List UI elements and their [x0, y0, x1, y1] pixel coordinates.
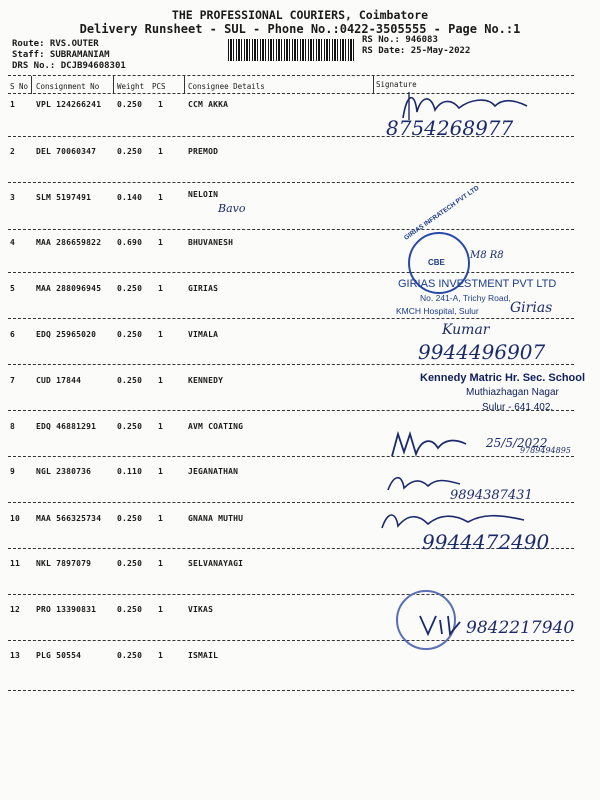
- row-consignee: GIRIAS: [188, 284, 219, 293]
- signature-phone: 9842217940: [466, 618, 575, 638]
- row-weight: 0.690: [117, 238, 143, 247]
- row-sno: 6: [10, 330, 16, 339]
- row-sno: 10: [10, 514, 21, 523]
- rs-date: RS Date: 25-May-2022: [362, 46, 471, 56]
- row-consignee: CCM AKKA: [188, 100, 229, 109]
- row-consignee: JEGANATHAN: [188, 467, 239, 476]
- row-consignment: PRO 13390831: [36, 605, 97, 614]
- row-pcs: 1: [158, 559, 164, 568]
- row-pcs: 1: [158, 467, 164, 476]
- row-sno: 5: [10, 284, 16, 293]
- row-consignee: ISMAIL: [188, 651, 219, 660]
- col-consignment: Consignment No: [36, 82, 100, 91]
- row-consignment: MAA 286659822: [36, 238, 102, 247]
- row-weight: 0.250: [117, 559, 143, 568]
- row-weight: 0.250: [117, 605, 143, 614]
- company-title: THE PROFESSIONAL COURIERS, Coimbatore: [171, 8, 429, 22]
- col-divider: [184, 76, 185, 94]
- row-consignee: PREMOD: [188, 147, 219, 156]
- row-divider: [8, 364, 574, 365]
- row-consignment: MAA 288096945: [36, 284, 102, 293]
- row-divider: [8, 640, 574, 641]
- stamp-school-address-2: Sulur - 641 402.: [482, 402, 554, 413]
- staff-label: Staff: SUBRAMANIAM: [12, 50, 110, 60]
- row-consignment: VPL 124266241: [36, 100, 102, 109]
- row-pcs: 1: [158, 330, 164, 339]
- row-consignee: VIMALA: [188, 330, 219, 339]
- row-weight: 0.250: [117, 514, 143, 523]
- col-divider: [113, 76, 114, 94]
- row-divider: [8, 229, 574, 230]
- row-pcs: 1: [158, 238, 164, 247]
- rs-number: RS No.: 946083: [362, 35, 438, 45]
- drs-label: DRS No.: DCJB94608301: [12, 61, 126, 71]
- stamp-company-name: GIRIAS INVESTMENT PVT LTD: [398, 278, 557, 290]
- row-pcs: 1: [158, 100, 164, 109]
- stamp-address-2: KMCH Hospital, Sulur: [396, 306, 479, 316]
- row-divider: [8, 318, 574, 319]
- signature-date: 25/5/2022: [486, 436, 548, 450]
- row-sno: 8: [10, 422, 16, 431]
- row-divider: [8, 456, 574, 457]
- col-signature: Signature: [376, 80, 417, 89]
- row-divider: [8, 690, 574, 691]
- route-label: Route: RVS.OUTER: [12, 39, 99, 49]
- signature-phone: 9944472490: [422, 530, 550, 554]
- header-divider-top: [8, 75, 574, 76]
- col-sno: S No: [10, 82, 29, 91]
- signature-phone: 8754268977: [386, 116, 514, 140]
- row-pcs: 1: [158, 376, 164, 385]
- row-sno: 11: [10, 559, 21, 568]
- row-sno: 12: [10, 605, 21, 614]
- row-pcs: 1: [158, 147, 164, 156]
- row-weight: 0.250: [117, 422, 143, 431]
- row-consignment: PLG 50554: [36, 651, 82, 660]
- row-divider: [8, 182, 574, 183]
- barcode: [228, 39, 354, 61]
- col-divider: [31, 76, 32, 94]
- col-pcs: PCS: [152, 82, 166, 91]
- signature-scribble: Girias: [510, 300, 553, 316]
- row-divider: [8, 594, 574, 595]
- row-weight: 0.250: [117, 284, 143, 293]
- signature-name: Kumar: [442, 322, 490, 338]
- signature-phone: 9944496907: [418, 340, 546, 364]
- row-weight: 0.140: [117, 193, 143, 202]
- handwritten-note: Bavo: [218, 202, 246, 215]
- col-weight: Weight: [117, 82, 145, 91]
- row-pcs: 1: [158, 422, 164, 431]
- row-weight: 0.250: [117, 651, 143, 660]
- runsheet-subtitle: Delivery Runsheet - SUL - Phone No.:0422-3505555 - Page No.:1: [79, 22, 521, 36]
- row-consignment: EDQ 25965020: [36, 330, 97, 339]
- col-consignee: Consignee Details: [188, 82, 265, 91]
- row-consignment: NKL 7897079: [36, 559, 92, 568]
- row-consignee: SELVANAYAGI: [188, 559, 244, 568]
- stamp-school-address-1: Muthiazhagan Nagar: [466, 387, 559, 398]
- row-sno: 7: [10, 376, 16, 385]
- row-sno: 4: [10, 238, 16, 247]
- row-consignee: KENNEDY: [188, 376, 224, 385]
- row-consignment: MAA 566325734: [36, 514, 102, 523]
- seal-center-text: CBE: [428, 258, 445, 267]
- signature-phone: 9789494895: [520, 446, 571, 455]
- row-sno: 13: [10, 651, 21, 660]
- row-consignment: NGL 2380736: [36, 467, 92, 476]
- row-sno: 9: [10, 467, 16, 476]
- row-weight: 0.250: [117, 147, 143, 156]
- row-sno: 2: [10, 147, 16, 156]
- row-sno: 3: [10, 193, 16, 202]
- row-pcs: 1: [158, 193, 164, 202]
- row-pcs: 1: [158, 605, 164, 614]
- row-weight: 0.250: [117, 100, 143, 109]
- row-consignee: GNANA MUTHU: [188, 514, 244, 523]
- row-consignment: CUD 17844: [36, 376, 82, 385]
- stamp-school-name: Kennedy Matric Hr. Sec. School: [420, 372, 586, 384]
- signature-scribble: [388, 428, 478, 460]
- row-consignee: BHUVANESH: [188, 238, 234, 247]
- signature-scribble: [418, 612, 468, 638]
- row-pcs: 1: [158, 284, 164, 293]
- row-weight: 0.250: [117, 330, 143, 339]
- row-sno: 1: [10, 100, 16, 109]
- row-weight: 0.110: [117, 467, 143, 476]
- row-consignee: AVM COATING: [188, 422, 244, 431]
- seal-ring-text: GIRIAS INFRATECH PVT LTD: [403, 184, 481, 242]
- row-consignment: SLM 5197491: [36, 193, 92, 202]
- row-pcs: 1: [158, 514, 164, 523]
- signature-phone: 9894387431: [450, 488, 533, 503]
- row-consignee: NELOIN: [188, 190, 219, 199]
- signature-scribble: M8 R8: [470, 250, 504, 261]
- row-weight: 0.250: [117, 376, 143, 385]
- row-consignee: VIKAS: [188, 605, 214, 614]
- row-divider: [8, 272, 574, 273]
- row-consignment: DEL 70060347: [36, 147, 97, 156]
- stamp-address-1: No. 241-A, Trichy Road,: [420, 293, 511, 303]
- row-consignment: EDQ 46881291: [36, 422, 97, 431]
- row-pcs: 1: [158, 651, 164, 660]
- col-divider: [373, 76, 374, 94]
